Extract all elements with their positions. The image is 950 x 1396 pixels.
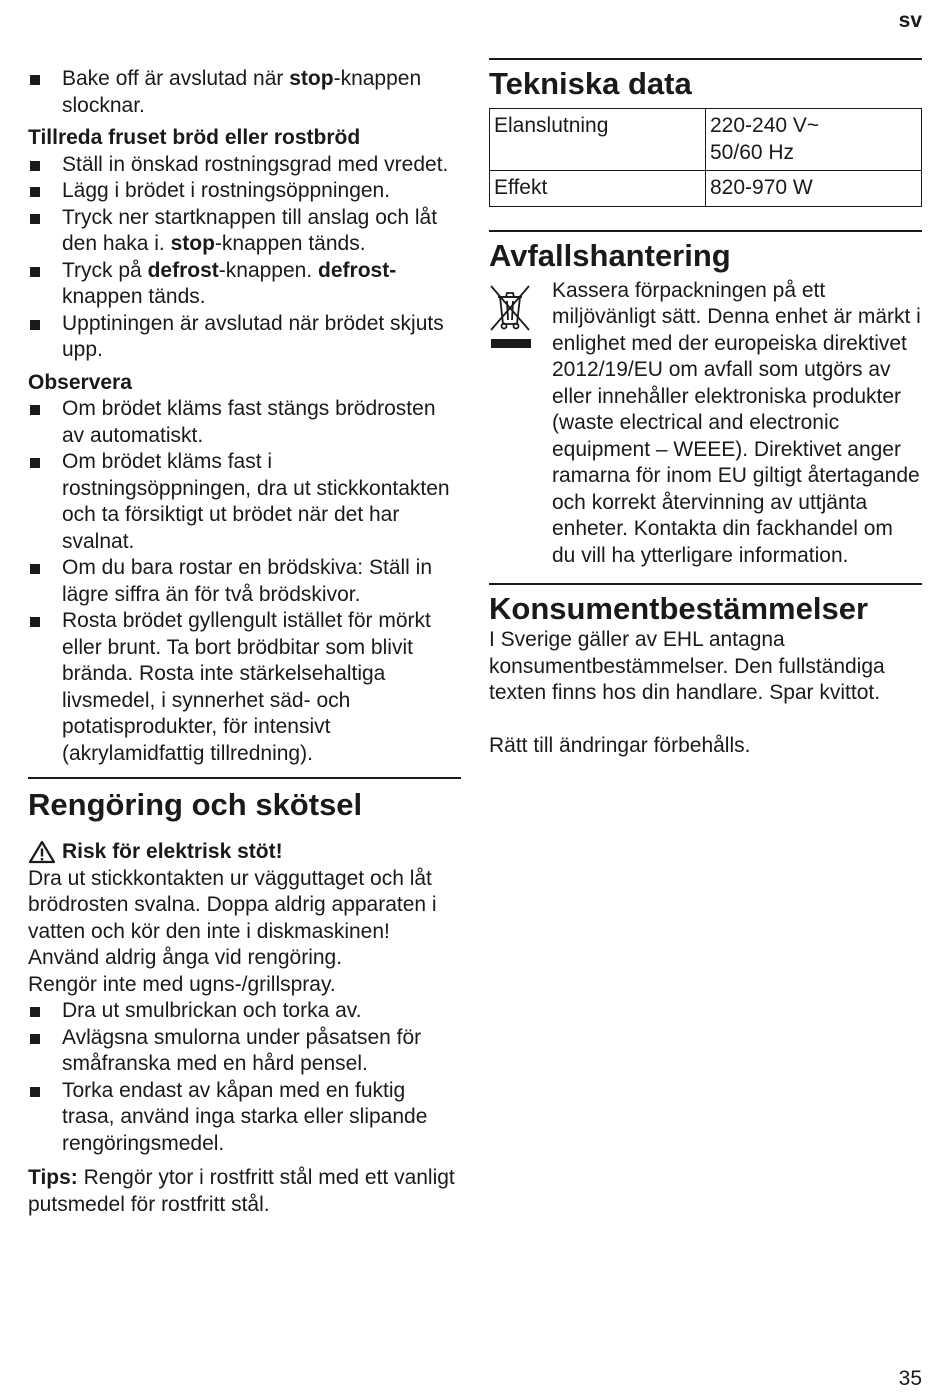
- table-cell-value: 220-240 V~ 50/60 Hz: [706, 109, 922, 171]
- table-cell-key: Elanslutning: [490, 109, 706, 171]
- list-item: Avlägsna smulorna under påsatsen för småfranska med en hård pensel.: [28, 1025, 461, 1078]
- bullet-icon: [30, 1007, 40, 1017]
- waste-body: [489, 278, 922, 570]
- section-title: Avfallshantering: [489, 237, 731, 273]
- intro-list: [28, 66, 461, 119]
- spray-note: Rengör inte med ugns-/grillspray.: [28, 972, 336, 996]
- table-cell-value: 820-970 W: [706, 171, 922, 207]
- bullet-icon: [30, 75, 40, 85]
- bullet-icon: [30, 320, 40, 330]
- warning-text: Risk för elektrisk stöt!: [62, 840, 283, 863]
- list-item: Lägg i brödet i rostningsöppningen.: [28, 178, 461, 205]
- consumer-section: [489, 583, 922, 759]
- note-list: [28, 396, 461, 767]
- consumer-paragraph: I Sverige gäller av EHL antagna konsumentbestämmelser. Den fullständiga texten finns hos din handlare. Spar kvittot.: [489, 628, 885, 704]
- bullet-icon: [30, 1034, 40, 1044]
- bullet-icon: [30, 187, 40, 197]
- list-item: Om du bara rostar en brödskiva: Ställ in lägre siffra än för två brödskivor.: [28, 555, 461, 608]
- tech-data-table: [489, 108, 922, 207]
- bullet-icon: [30, 214, 40, 224]
- list-item: Tryck ner startknappen till anslag och låt den haka i. stop-knappen tänds.: [28, 205, 461, 258]
- section-title: Konsumentbestämmelser: [489, 591, 869, 626]
- list-item: Om brödet kläms fast stängs brödrosten av automatiskt.: [28, 396, 461, 449]
- bullet-icon: [30, 405, 40, 415]
- table-row: [490, 171, 922, 207]
- reservation-note: Rätt till ändringar förbehålls.: [489, 733, 751, 757]
- cleaning-list: [28, 998, 461, 1157]
- steam-note: Använd aldrig ånga vid rengöring.: [28, 946, 343, 969]
- table-cell-key: Effekt: [490, 171, 706, 207]
- list-item: Dra ut smulbrickan och torka av.: [28, 998, 461, 1025]
- bullet-icon: [30, 617, 40, 627]
- waste-paragraph: Kassera förpackningen på ett miljövänligt sätt. Denna enhet är märkt i enlighet med der europeiska direktivet 2012/19/EU om avfall som utgörs av eller innehåller elektroniska produkter (waste electrical and electronic equipment – WEEE). Direktivet anger ramarna för inom EU giltigt återtagande och korrekt återvinning av uttjänta enheter. Kontakta din fackhandel om du vill ha ytterligare information.: [552, 278, 921, 567]
- list-item: Bake off är avslutad när stop-knappen slocknar.: [28, 66, 461, 119]
- warning-line: [28, 839, 461, 866]
- waste-icon-wrap: [489, 278, 552, 570]
- language-code: sv: [898, 9, 922, 32]
- section-title: Tekniska data: [489, 66, 692, 101]
- section-title: Rengöring och skötsel: [28, 787, 363, 822]
- frozen-bread-list: [28, 152, 461, 364]
- warning-triangle-icon: [28, 840, 56, 864]
- list-item: Upptiningen är avslutad när brödet skjuts upp.: [28, 311, 461, 364]
- list-item: Torka endast av kåpan med en fuktig trasa, använd inga starka eller slipande rengöringsmedel.: [28, 1078, 461, 1158]
- bullet-icon: [30, 161, 40, 171]
- list-item: Tryck på defrost-knappen. defrost-knappen tänds.: [28, 258, 461, 311]
- note-heading: Observera: [28, 370, 132, 394]
- warning-paragraph: Dra ut stickkontakten ur vägguttaget och låt brödrosten svalna. Doppa aldrig apparaten i vatten och kör den inte i diskmaskinen!: [28, 866, 437, 943]
- bullet-icon: [30, 1087, 40, 1097]
- list-item: Ställ in önskad rostningsgrad med vredet.: [28, 152, 461, 179]
- list-item: Rosta brödet gyllengult istället för mörkt eller brunt. Ta bort brödbitar som blivit brända. Rosta inte stärkelsehaltiga livsmedel, i synnerhet säd- och potatisprodukter, för intensivt (akrylamidfattig tillredning).: [28, 608, 461, 767]
- table-row: [490, 109, 922, 171]
- tech-data-section: [489, 58, 922, 207]
- right-column: [489, 58, 922, 759]
- waste-section: [489, 230, 922, 570]
- crossed-out-wheelie-bin-icon: [489, 284, 533, 352]
- tip-paragraph: Tips: Rengör ytor i rostfritt stål med ett vanligt putsmedel för rostfritt stål.: [28, 1166, 455, 1216]
- bullet-icon: [30, 458, 40, 468]
- left-column: [28, 66, 461, 1218]
- bullet-icon: [30, 564, 40, 574]
- list-item: Om brödet kläms fast i rostningsöppningen, dra ut stickkontakten och ta försiktigt ut brödet när det har svalnat.: [28, 449, 461, 555]
- page-number: 35: [898, 1366, 922, 1390]
- spacer: [489, 707, 922, 733]
- frozen-bread-heading: Tillreda fruset bröd eller rostbröd: [28, 126, 361, 149]
- bullet-icon: [30, 267, 40, 277]
- cleaning-section: [28, 777, 461, 1218]
